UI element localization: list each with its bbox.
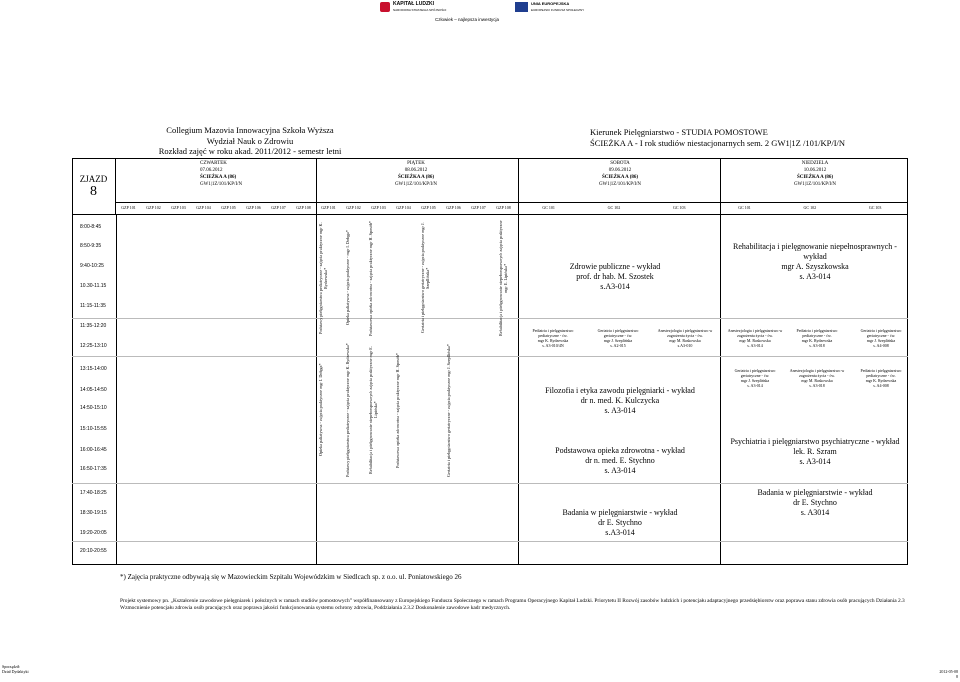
day-date: 07.06.2012	[200, 168, 223, 173]
eu-flag	[515, 2, 528, 12]
group-label: GC 101	[738, 205, 751, 210]
exercise-line: mgr K. Rydzewska	[801, 338, 833, 343]
print-date: 2012-05-08	[939, 669, 958, 674]
zjazd-label: ZJAZD	[79, 174, 108, 184]
bottom-right	[930, 669, 958, 679]
exercise-line: geriatryczne - ćw.	[866, 333, 896, 338]
lecture-room: s. A3-014	[604, 406, 636, 415]
friday-practical: Podstawowa opieka zdrowotna - zajęcia praktyczne mgr H. Sposób*	[368, 220, 373, 336]
group-label: GZP 102	[346, 205, 361, 210]
time-slot: 19:20-20:05	[80, 530, 107, 536]
exercise-line: zagrożeniu życia - ćw.	[799, 373, 835, 378]
exercise-line: zagrożeniu życia - ćw.	[667, 333, 703, 338]
group-label: GZP 105	[221, 205, 236, 210]
lecture-sat-morning	[540, 262, 690, 292]
exercise-line: Pediatria i pielęgniarstwo	[532, 328, 574, 333]
lecture-sun-evening	[722, 488, 908, 518]
footnote: *) Zajęcia praktyczne odbywają się w Mazowieckim Szpitalu Wojewódzkim w Siedlcach sp. z o.o. ul. Poniatowskiego 26	[120, 573, 462, 581]
day-divider	[316, 158, 317, 565]
time-slot: 18:30-19:15	[80, 510, 107, 516]
lecture-room: s.A3-014	[600, 282, 630, 291]
day-track: ŚCIEŻKA A (86)	[796, 175, 834, 180]
group-label: GZP 102	[146, 205, 161, 210]
time-slot: 16:00-16:45	[80, 447, 107, 453]
exercise-line: geriatryczne - ćw.	[740, 373, 770, 378]
exercise-line: Anestezjologia i pielęgniarstwo w	[657, 328, 713, 333]
exercise-block	[848, 368, 914, 388]
time-slot: 16:50-17:35	[80, 466, 107, 472]
day-track: ŚCIEŻKA A (86)	[601, 175, 639, 180]
exercise-line: mgr J. Szeplińska	[866, 338, 896, 343]
exercise-block	[784, 328, 850, 348]
exercise-block	[585, 328, 651, 348]
lecture-teacher: prof. dr hab. M. Szostek	[576, 272, 654, 281]
group-label: GZP 105	[421, 205, 436, 210]
group-label: GZP 108	[496, 205, 511, 210]
day-group: GW1|1Z/101/KP/I/N	[200, 182, 243, 187]
lecture-sat-evening	[520, 508, 720, 538]
logo-sub-text: NARODOWA STRATEGIA SPÓJNOŚCI	[393, 8, 447, 12]
day-name: CZWARTEK	[200, 161, 227, 166]
time-slot: 14:50-15:10	[80, 405, 107, 411]
time-slot: 8:00-8:45	[80, 224, 102, 230]
exercise-line: Pediatria i pielęgniarstwo	[860, 368, 902, 373]
exercise-line: mgr M. Raskowska	[801, 378, 833, 383]
exercise-line: s. A3-018	[809, 343, 825, 348]
plan-name: Rozkład zajęć w roku akad. 2011/2012 - semestr letni	[158, 146, 342, 156]
exercise-line: pediatryczne - ćw.	[802, 333, 832, 338]
group-label: GZP 106	[246, 205, 261, 210]
group-label: GZP 103	[171, 205, 186, 210]
bottom-left	[2, 664, 29, 674]
time-slot: 14:05-14:50	[80, 387, 107, 393]
zjazd-cell	[72, 158, 116, 214]
lecture-title: Filozofia i etyka zawodu pielęgniarki - wykład	[545, 386, 695, 395]
time-slot: 11:35-12:20	[80, 323, 107, 329]
day-name: SOBOTA	[610, 161, 630, 166]
group-label: GC 102	[803, 205, 817, 210]
header-right	[590, 127, 850, 148]
group-label: GZP 101	[121, 205, 136, 210]
lecture-teacher: mgr A. Szyszkowska	[781, 262, 849, 271]
time-slot: 8:50-9:35	[80, 243, 102, 249]
exercise-line: mgr K. Rydzewska	[537, 338, 569, 343]
day-group: GW1|1Z/101/KP/I/N	[394, 182, 438, 187]
lecture-sun-afternoon	[722, 437, 908, 467]
exercise-line: s. A4-008	[873, 383, 889, 388]
group-label: GZP 103	[371, 205, 386, 210]
group-label: GC 101	[542, 205, 555, 210]
group-label: GZP 101	[321, 205, 336, 210]
time-slot: 11:15-11:35	[80, 303, 106, 309]
exercise-line: mgr M. Raskowska	[669, 338, 701, 343]
lecture-room: s.A3-014	[605, 528, 635, 537]
page-number: 8	[956, 674, 958, 679]
day-header-thu	[116, 160, 316, 188]
exercise-line: pediatryczne - ćw.	[866, 373, 896, 378]
groups-row	[116, 203, 908, 214]
groups-divider	[72, 214, 908, 215]
exercise-line: Pediatria i pielęgniarstwo	[796, 328, 838, 333]
prepared-by: Sporządził:	[2, 664, 21, 669]
track: ŚCIEŻKA A - I rok studiów niestacjonarnych sem. 2 GW1|1Z /101/KP/I/N	[590, 137, 846, 148]
exercise-line: Geriatria i pielęgniarstwo	[597, 328, 639, 333]
friday-practical: Podstawy pielęgniarstwa pediatryczne - zajęcia praktyczne mgr K. Rydzewska*	[318, 222, 328, 334]
group-label: GZP 104	[396, 205, 411, 210]
group-label: GZP 104	[196, 205, 211, 210]
lecture-title: Badania w pielęgniarstwie - wykład	[562, 508, 678, 517]
exercise-line: s. A3-014	[747, 343, 763, 348]
lecture-teacher: dr E. Stychno	[598, 518, 642, 527]
time-column-divider	[116, 214, 117, 565]
exercise-line: Anestezjologia i pielęgniarstwo w	[727, 328, 783, 333]
day-header-fri	[316, 160, 516, 188]
faculty-name: Wydział Nauk o Zdrowiu	[206, 135, 294, 146]
exercise-block	[848, 328, 914, 348]
day-group: GW1|1Z/101/KP/I/N	[598, 182, 642, 187]
lecture-room: s. A3-014	[799, 457, 831, 466]
logo-main-text: KAPITAŁ LUDZKI	[393, 1, 435, 7]
exercise-line: mgr K. Rydzewska	[865, 378, 897, 383]
lecture-title: Zdrowie publiczne - wykład	[569, 262, 661, 271]
friday-practical: Opieka paliatywna - zajęcia praktyczne - mgr I. Dołęga*	[345, 230, 350, 326]
exercise-line: s.A3-010	[677, 343, 693, 348]
time-slot: 17:40-18:25	[80, 490, 107, 496]
time-slot: 20:10-20:55	[80, 548, 107, 554]
group-label: GZP 106	[446, 205, 461, 210]
day-date: 09.06.2012	[608, 168, 632, 173]
lecture-teacher: dr n. med. E. Stychno	[585, 456, 655, 465]
exercise-line: s. A3-018	[809, 383, 825, 388]
lecture-title: Podstawowa opieka zdrowotna - wykład	[555, 446, 685, 455]
friday-practical: Geriatria i pielęgniarstwo geriatryczne - zajęcia praktyczne mgr J. Szepllińska*	[446, 343, 451, 477]
department: Dział Dydaktyki	[2, 669, 29, 674]
group-label: GC 102	[607, 205, 621, 210]
friday-practical: Geriatria i pielęgniarstwo geriatryczne - zajęcia praktyczne mgr J. Szepllińska*	[420, 222, 430, 334]
lecture-sat-afternoon-1	[520, 386, 720, 416]
lecture-title: Badania w pielęgniarstwie - wykład	[757, 488, 873, 497]
project-note: Projekt systemowy pn. „Kształcenie zawodowe pielęgniarek i położnych w ramach studiów pomostowych” współfinansowany z Europejskiego Funduszu Społecznego w ramach Programu Operacyjnego Kapitał Ludzki. Priorytetu II Rozwój zasobów ludzkich i potencjału adaptacyjnego przedsiębiorstw oraz poprawa stanu zdrowia osób pracujących Działania 2.3 Wzmocnienie potencjału zdrowia osób pracujących oraz poprawa jakości funkcjonowania systemu ochrony zdrowia, Poddziałania 2.3.2 Doskonalenie zawodowe kadr medycznych.	[120, 598, 905, 611]
kapital-ludzki-logo	[380, 0, 460, 16]
lecture-title: Rehabilitacja i pielęgnowanie niepełnosprawnych - wykład	[733, 242, 897, 261]
group-label: GC 103	[672, 205, 686, 210]
eu-sub-text: EUROPEJSKI FUNDUSZ SPOŁECZNY	[531, 8, 585, 12]
exercise-line: s. A3-010/4N	[542, 343, 564, 348]
group-label: GZP 108	[296, 205, 311, 210]
day-header-sat	[520, 160, 720, 188]
exercise-line: zagrożeniu życia - ćw.	[737, 333, 773, 338]
school-name: Collegium Mazovia Innowacyjna Szkoła Wyższa	[166, 125, 334, 135]
group-label: GZP 107	[471, 205, 486, 210]
lecture-sat-afternoon-2	[520, 446, 720, 476]
exercise-block	[722, 368, 788, 388]
lecture-teacher: dr n. med. K. Kulczycka	[580, 396, 660, 405]
block-divider	[72, 356, 908, 357]
lecture-room: s. A3-014	[799, 272, 831, 281]
friday-practical: Podstawy pielęgniarstwa pediatryczne - zajęcia praktyczne mgr K. Rydzewska*	[345, 343, 350, 477]
exercise-line: geriatryczne - ćw.	[603, 333, 633, 338]
logo-mark	[380, 2, 390, 12]
exercise-line: pediatryczne - ćw.	[538, 333, 568, 338]
block-divider	[72, 318, 908, 319]
exercise-line: s. A4-008	[873, 343, 889, 348]
day-date: 08.06.2012	[404, 168, 428, 173]
tagline: Człowiek – najlepsza inwestycja	[435, 17, 500, 22]
exercise-block	[722, 328, 788, 348]
lecture-teacher: dr E. Stychno	[793, 498, 837, 507]
day-name: PIĄTEK	[407, 161, 425, 166]
time-slot: 10.30-11.15	[80, 283, 107, 289]
day-track: ŚCIEŻKA A (86)	[200, 175, 237, 180]
exercise-block	[784, 368, 850, 388]
friday-practical: Podstawowa opieka zdrowotna - zajęcia praktyczne mgr H. Sposób*	[395, 352, 400, 468]
lecture-title: Psychiatria i pielęgniarstwo psychiatryczne - wykład	[730, 437, 900, 446]
day-date: 10.06.2012	[803, 168, 827, 173]
exercise-block	[520, 328, 586, 348]
time-slot: 12:25-13:10	[80, 343, 107, 349]
zjazd-number: 8	[90, 184, 97, 199]
friday-practical: Opieka paliatywna - zajęcia praktyczne mgr I. Dołęga*	[318, 363, 323, 457]
exercise-line: mgr M. Raskowska	[739, 338, 771, 343]
exercise-line: Geriatria i pielęgniarstwo	[860, 328, 902, 333]
eu-logo	[515, 0, 585, 16]
friday-practical: Rehabilitacja i pielęgnowanie niepełnosprawnych zajęcia praktyczne mgr E. Lipińska*	[498, 220, 508, 336]
day-name: NIEDZIELA	[801, 161, 829, 166]
block-divider	[72, 541, 908, 542]
header-left	[150, 125, 350, 157]
day-divider	[720, 158, 721, 565]
lecture-room: s. A3-014	[604, 466, 636, 475]
lecture-sun-morning	[722, 242, 908, 282]
day-group: GW1|1Z/101/KP/I/N	[793, 182, 837, 187]
lecture-teacher: lek. R. Szram	[793, 447, 837, 456]
time-slot: 13:15-14:00	[80, 366, 107, 372]
lecture-room: s. A3014	[800, 508, 830, 517]
exercise-line: Anestezjologia i pielęgniarstwo w	[789, 368, 845, 373]
exercise-line: s. A3-014	[747, 383, 763, 388]
direction: Kierunek Pielęgniarstwo - STUDIA POMOSTOWE	[590, 127, 768, 137]
time-slot: 15:10-15:55	[80, 426, 107, 432]
friday-practical: Rehabilitacja i pielęgnowanie niepełnosprawnych zajęcia praktyczne mgr E. Lipińska*	[368, 346, 378, 474]
exercise-line: mgr J. Szeplińska	[740, 378, 770, 383]
group-label: GZP 107	[271, 205, 286, 210]
exercise-block	[652, 328, 718, 348]
day-track: ŚCIEŻKA A (86)	[397, 175, 435, 180]
exercise-line: Geriatria i pielęgniarstwo	[734, 368, 776, 373]
group-label: GC 103	[868, 205, 882, 210]
block-divider	[72, 483, 908, 484]
exercise-line: s. A2-015	[610, 343, 626, 348]
exercise-line: mgr J. Szeplińska	[603, 338, 633, 343]
time-slot: 9:40-10:25	[80, 263, 104, 269]
eu-main-text: UNIA EUROPEJSKA	[531, 1, 570, 6]
day-header-sun	[722, 160, 908, 188]
